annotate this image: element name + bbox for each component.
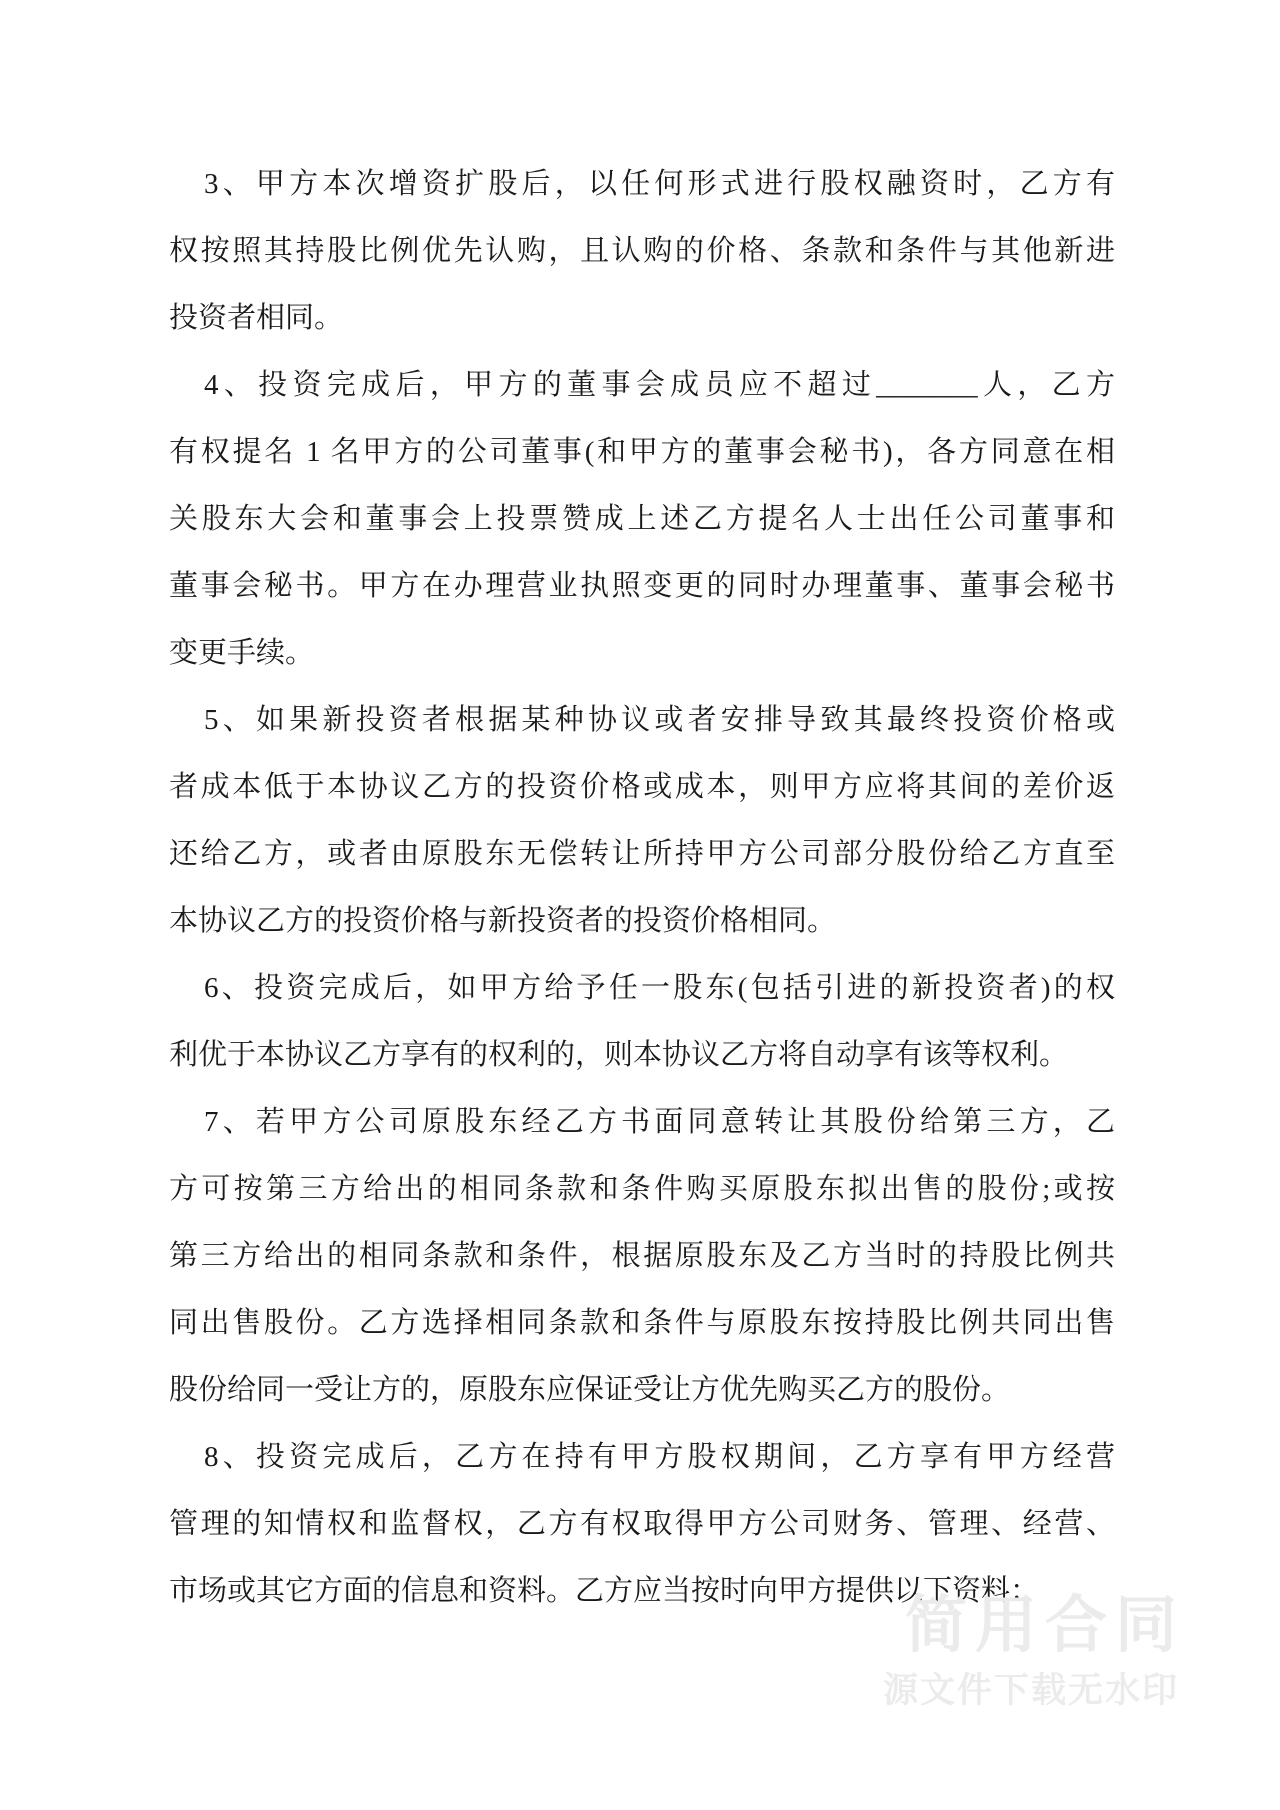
paragraph-line: 本协议乙方的投资价格与新投资者的投资价格相同。	[169, 905, 837, 937]
clause-4	[169, 352, 1115, 687]
paragraph-line: 方可按第三方给出的相同条款和条件购买原股东拟出售的股份;或按	[169, 1173, 1115, 1205]
clause-7	[169, 1089, 1115, 1424]
watermark-brand-text: 简用合同	[904, 1591, 1185, 1660]
paragraph-line: 利优于本协议乙方享有的权利的，则本协议乙方将自动享有该等权利。	[169, 1039, 1069, 1071]
contract-body	[169, 151, 1115, 1625]
paragraph-line: 第三方给出的相同条款和条件，根据原股东及乙方当时的持股比例共	[169, 1240, 1115, 1272]
paragraph-line: 董事会秘书。甲方在办理营业执照变更的同时办理董事、董事会秘书	[169, 570, 1115, 602]
paragraph-line: 变更手续。	[169, 637, 315, 669]
clause-3	[169, 151, 1115, 352]
clause-5	[169, 687, 1115, 955]
watermark	[882, 1591, 1185, 1710]
paragraph-line: 者成本低于本协议乙方的投资价格或成本，则甲方应将其间的差价返	[169, 771, 1115, 803]
paragraph-line: 同出售股份。乙方选择相同条款和条件与原股东按持股比例共同出售	[169, 1307, 1115, 1339]
paragraph-line: 4、投资完成后，甲方的董事会成员应不超过_______人，乙方	[204, 369, 1115, 401]
paragraph-line: 有权提名 1 名甲方的公司董事(和甲方的董事会秘书)，各方同意在相	[169, 436, 1115, 468]
paragraph-line: 权按照其持股比例优先认购，且认购的价格、条款和条件与其他新进	[169, 235, 1115, 267]
paragraph-line: 7、若甲方公司原股东经乙方书面同意转让其股份给第三方，乙	[204, 1106, 1115, 1138]
paragraph-line: 5、如果新投资者根据某种协议或者安排导致其最终投资价格或	[204, 704, 1115, 736]
paragraph-line: 管理的知情权和监督权，乙方有权取得甲方公司财务、管理、经营、	[169, 1508, 1115, 1540]
paragraph-line: 8、投资完成后，乙方在持有甲方股权期间，乙方享有甲方经营	[204, 1441, 1115, 1473]
paragraph-line: 股份给同一受让方的，原股东应保证受让方优先购买乙方的股份。	[169, 1374, 1011, 1406]
paragraph-line: 投资者相同。	[169, 302, 344, 334]
paragraph-line: 市场或其它方面的信息和资料。乙方应当按时向甲方提供以下资料：	[169, 1575, 1040, 1607]
paragraph-line: 3、甲方本次增资扩股后，以任何形式进行股权融资时，乙方有	[204, 168, 1115, 200]
paragraph-line: 还给乙方，或者由原股东无偿转让所持甲方公司部分股份给乙方直至	[169, 838, 1115, 870]
clause-6	[169, 955, 1115, 1089]
paragraph-line: 关股东大会和董事会上投票赞成上述乙方提名人士出任公司董事和	[169, 503, 1115, 535]
paragraph-line: 6、投资完成后，如甲方给予任一股东(包括引进的新投资者)的权	[204, 972, 1115, 1004]
watermark-tagline-text: 源文件下载无水印	[882, 1671, 1179, 1710]
